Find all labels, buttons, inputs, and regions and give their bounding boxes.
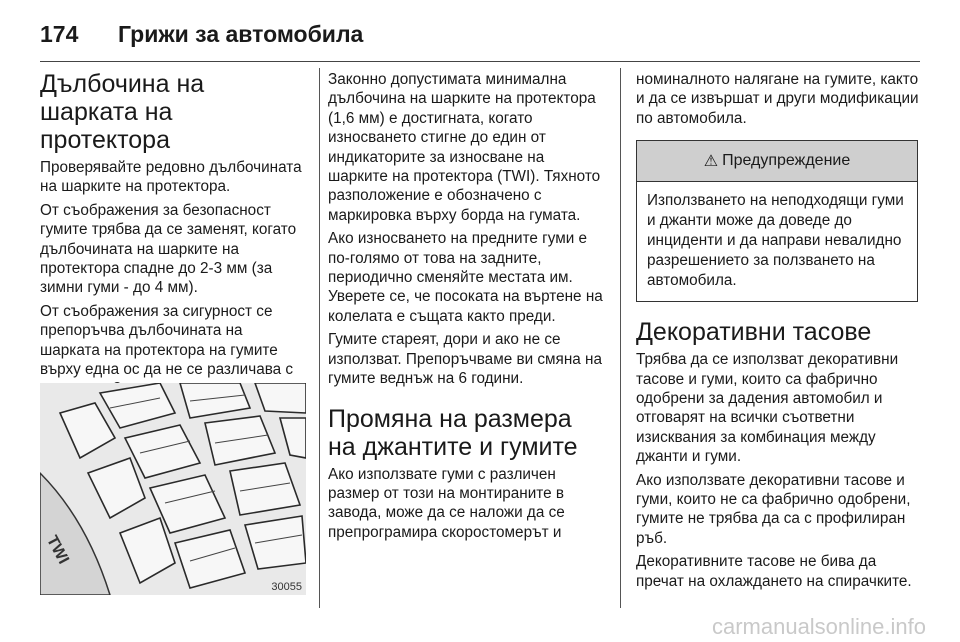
section-heading-wheel-covers: Декоративни тасове: [636, 318, 872, 347]
header-rule: [40, 61, 920, 62]
paragraph: Гумите стареят, дори и ако не се използват. Препоръчваме ви смяна на гумите веднъж на 6 години.: [328, 331, 602, 388]
column-3: [636, 70, 926, 591]
watermark-text: carmanualsonline.info: [711, 614, 926, 639]
warning-box: [636, 140, 918, 302]
paragraph: Декоративните тасове не бива да пречат на охлаждането на спирачките.: [636, 553, 912, 590]
page-header: [40, 14, 363, 54]
warning-text: Използването на неподходящи гуми и джанти може да доведе до инциденти и да направи невалидно разрешението за ползването на автомобила.: [647, 192, 904, 290]
paragraph: Трябва да се използват декоративни тасове и гуми, които са фабрично одобрени за дадения автомобил и отговарят на всички съответни изисквания за комбинация между джанти и гуми.: [636, 351, 899, 466]
column-divider-1: [319, 68, 320, 608]
paragraph: Ако използвате гуми с различен размер от този на монтираните в завода, може да се наложи да се препрограмира скоростомерът и: [328, 465, 565, 541]
tire-tread-illustration: [40, 383, 306, 595]
warning-title: Предупреждение: [722, 152, 851, 170]
paragraph: номиналното налягане на гумите, както и да се извършат и други модификации по автомобила.: [636, 71, 919, 127]
chapter-title: Грижи за автомобила: [118, 20, 364, 47]
figure-number: 30055: [271, 581, 302, 593]
paragraph: Законно допустимата минимална дълбочина на шарките на протектора (1,6 мм) е достигната, когато износването стигне до един от индикаторите за износване на шарките на протектора (TWI). Тяхното разположение е обозначено с маркировка върху борда на гумата.: [328, 71, 601, 224]
section-heading-rim-tire-size: Промяна на размера на джантите и гумите: [328, 404, 578, 461]
warning-header: [637, 141, 917, 182]
column-2: [328, 70, 606, 542]
section-heading-tread-depth: Дълбочина на шарката на протектора: [40, 70, 205, 154]
twi-label: TWI: [42, 533, 72, 567]
column-1: [40, 70, 306, 399]
paragraph: От съображения за безопасност гумите трябва да се заменят, когато дълбочината на шарките на протектора спадне до 2-3 мм (за зимни гуми - до 4 мм).: [40, 201, 297, 297]
warning-triangle-icon: ⚠: [703, 153, 719, 171]
tread-drawing: [40, 383, 306, 595]
paragraph: Ако използвате декоративни тасове и гуми, които не са фабрично одобрени, гумите не трябва да са с профилиран ръб.: [636, 471, 911, 547]
paragraph: От съображения за сигурност се препоръчва дълбочината на шарката на протектора на гумите върху една ос да не се различава с: [40, 302, 294, 379]
paragraph: Ако износването на предните гуми е по-голямо от това на задните, периодично сменяйте местата им. Уверете се, че посоката на въртене на колелата е същата както преди.: [328, 230, 603, 325]
paragraph: Проверявайте редовно дълбочината на шарките на протектора.: [40, 159, 302, 196]
page-number: 174: [40, 20, 79, 47]
column-divider-2: [620, 68, 621, 608]
